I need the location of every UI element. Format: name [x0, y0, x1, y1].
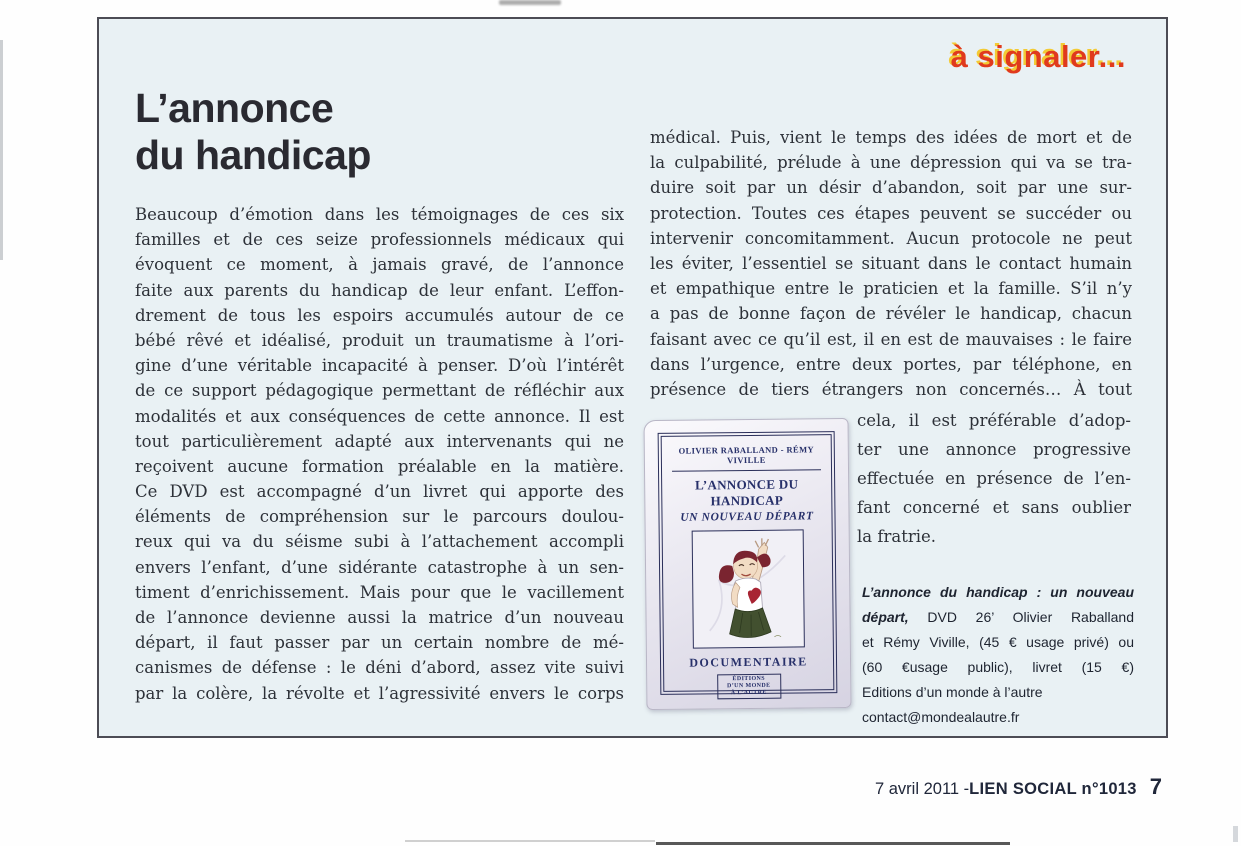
publisher-line-2: D’UN MONDE: [726, 682, 771, 690]
caption-line: et Rémy Viville, (45 € usage privé) ou: [862, 634, 1134, 650]
dvd-cover-image: [643, 418, 851, 710]
publisher-line-1: ÉDITIONS: [732, 675, 766, 683]
body-text-line: tout particulièrement adapté aux intervenants qui ne: [135, 431, 624, 451]
article-left-column: [135, 202, 624, 706]
body-text-line: départ, il faut passer par un certain nombre de mé-: [135, 633, 624, 653]
title-line-2: du handicap: [135, 132, 371, 178]
body-text-line: la culpabilité, prélude à une dépression qui va se tra-: [650, 153, 1132, 173]
dvd-publisher-logo: [717, 674, 781, 700]
body-text-line: faisant avec ce qu’il est, il en est de mauvaises : le faire: [650, 329, 1132, 349]
caption-publisher: Editions d’un monde à l’autre: [862, 684, 1043, 700]
girl-drawing-icon: [692, 530, 803, 647]
body-text-line: de ce support pédagogique permettant de réfléchir aux: [135, 381, 624, 401]
body-text-line: duire soit par un désir d’abandon, soit par une sur-: [650, 178, 1132, 198]
caption-contact-email: contact@mondealautre.fr: [862, 709, 1020, 725]
title-line-1: L’annonce: [135, 85, 334, 131]
dvd-illustration: [691, 529, 804, 648]
body-text-line: fant concerné et sans oublier: [857, 498, 1131, 518]
body-text-line: ter une annonce progressive: [857, 440, 1131, 460]
body-text-line: a pas de bonne façon de révéler le handicap, chacun: [650, 304, 1132, 324]
section-label: à signaler...: [950, 39, 1126, 74]
body-text-line: la fratrie.: [857, 527, 936, 547]
dvd-title: L’ANNONCE DU HANDICAP: [694, 476, 799, 509]
dvd-authors: OLIVIER RABALLAND - RÉMY VIVILLE: [678, 444, 815, 466]
body-text-line: bébé rêvé et idéalisé, produit un traumatisme à l’ori-: [135, 330, 624, 350]
body-text-line: gine d’une véritable incapacité à penser. D’où l’intérêt: [135, 356, 624, 376]
body-text-line: faite aux parents du handicap de leur enfant. L’effon-: [135, 280, 624, 300]
body-text-line: éléments de compréhension sur le parcours doulou-: [135, 507, 624, 527]
body-text-line: envers l’enfant, d’une sidérante catastrophe à un sen-: [135, 557, 624, 577]
scan-artifact: [1233, 826, 1238, 842]
body-text-line: présence de tiers étrangers non concernés… À tout: [650, 379, 1132, 399]
body-text-line: par la colère, la révolte et l’agressivité envers le corps: [135, 683, 624, 703]
dvd-genre: DOCUMENTAIRE: [689, 654, 808, 670]
caption-line: L’annonce du handicap : un nouveau: [862, 584, 1134, 600]
body-text-line: médical. Puis, vient le temps des idées de mort et de: [650, 128, 1132, 147]
body-text-line: effectuée en présence de l’en-: [857, 469, 1131, 489]
publisher-line-3: À L’AUTRE: [730, 689, 767, 697]
caption-text-fragment: DVD 26’ Olivier Raballand: [908, 609, 1134, 625]
right-column-narrow-block: [857, 406, 1131, 551]
body-text-line: canismes de défense : le déni d’abord, assez vite suivi: [135, 658, 624, 678]
body-text-line: drement de tous les espoirs accumulés autour de ce: [135, 305, 624, 325]
caption-title-fragment: départ,: [862, 609, 909, 625]
footer-date: 7 avril 2011 -: [875, 780, 970, 798]
scan-artifact: [405, 840, 655, 842]
body-text-line: dans l’urgence, entre deux portes, par téléphone, en: [650, 354, 1132, 374]
dvd-cover-frame: [658, 431, 838, 695]
body-text-line: timent d’enrichissement. Mais pour que le vacillement: [135, 582, 624, 602]
page-title: [135, 85, 371, 179]
footer-page-number: 7: [1149, 774, 1162, 799]
body-text-line: de l’annonce devienne aussi la matrice d’un nouveau: [135, 608, 624, 627]
body-text-line: modalités et aux conséquences de cette annonce. Il est: [135, 406, 624, 426]
dvd-caption: [862, 580, 1134, 730]
dvd-rule: [672, 469, 821, 472]
scan-artifact: [0, 40, 3, 260]
body-text-line: et empathique entre le praticien et la famille. S’il n’y: [650, 279, 1132, 299]
article-panel: [97, 17, 1168, 738]
body-text-line: cela, il est préférable d’adop-: [857, 411, 1131, 431]
scan-artifact: [499, 0, 561, 5]
body-text-line: reux qui va du séisme subi à l’attachement accompli: [135, 532, 624, 552]
body-text-line: Beaucoup d’émotion dans les témoignages de ces six: [135, 205, 624, 224]
right-column-wide-block: [650, 125, 1132, 402]
dvd-subtitle: UN NOUVEAU DÉPART: [680, 510, 814, 524]
body-text-line: évoquent ce moment, à jamais gravé, de l’annonce: [135, 255, 624, 275]
body-text-line: reçoivent aucune formation préalable en la matière.: [135, 456, 624, 476]
caption-line: (60 €usage public), livret (15 €): [862, 659, 1134, 675]
footer-magazine-issue: LIEN SOCIAL n°1013: [969, 780, 1137, 798]
caption-line: [862, 605, 1134, 630]
page-footer: [875, 774, 1162, 800]
body-text-line: protection. Toutes ces étapes peuvent se succéder ou: [650, 203, 1132, 223]
body-text-line: familles et de ces seize professionnels médicaux qui: [135, 230, 624, 250]
body-text-line: les éviter, l’essentiel se situant dans le contact humain: [650, 253, 1132, 273]
body-text-line: intervenir concomitamment. Aucun protocole ne peut: [650, 228, 1132, 248]
scan-artifact: [656, 842, 1010, 845]
body-text-line: Ce DVD est accompagné d’un livret qui apporte des: [135, 482, 624, 502]
